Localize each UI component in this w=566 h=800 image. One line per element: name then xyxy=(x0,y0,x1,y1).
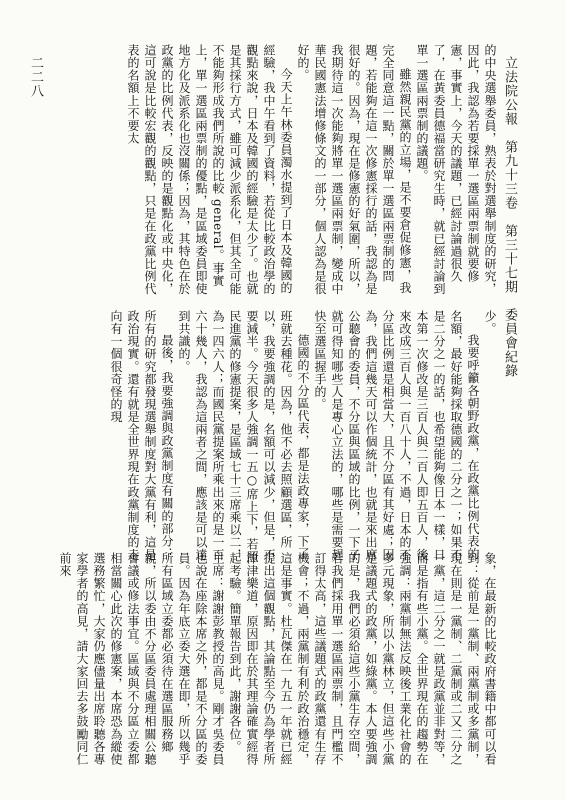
page-number: 二二八 xyxy=(28,56,43,98)
paragraph: 雖然親民黨的立場，是不要倉促修憲，我完全同意這一點，關於單一選區兩票制的問題，若能夠在這一次修憲採行的話，我認為是很好的。因為，現在是修憲的好氣圍，所以，我期待這一次能夠將單一選區兩票制，變成中華民國憲法增修條文的一部分，個人認為是很好的。 xyxy=(296,44,412,295)
text-band-middle xyxy=(18,310,498,572)
paragraph: 德國的不分區代表，都是法政專家，下了班就去種花。因為，他不必去照顧選區，所以，我要強調的是，名額可以減少，但是，不要減半。今天很多人強調一五○席上下，若照民進黨的修憲提案，是區域七十三席乘以二，為一四六人；而國民黨提案所乘出來的是一百六十幾人，我認為這兩者之間，應該是可以達到共識的。 xyxy=(177,310,310,563)
paragraph: 的中央選舉委員，熟表於對選舉制度的研究，因此，我認為若要採單一選區兩票制就要修憲，事實上，今天的議題，已經討論過很久了，在黃委員德福當研究生時，就已經討論到單一選區兩票制的議題。 xyxy=(415,44,497,295)
running-title: 立法院公報 第九十三卷 第三十七期 委員會紀錄 xyxy=(502,56,517,378)
paragraph: 我要呼籲各朝野政黨，在政黨比例代表的名額，最好能夠採取德國的二分之一；如果不是二分之一的話，也希望能夠像日本一樣，日本第一次修改是三百人與二百人即五百人，後來改成三百人與一百八十人，不過，日本的不分區比例還是相當大，且不分區有其好處；因為，我們這幾天可以作個統計，也就是來出席公聽會的委員，不分區與區域的比例，一下子就可得知哪些人是專心立法的，哪些是需要趕快至選區握手的。 xyxy=(313,310,480,561)
text-band-bottom xyxy=(18,552,498,772)
paragraph: 最後，我要強調與政黨制度有關的部分：所有的研究都發現選舉制度對大黨有利，這是政治現實。還有就是全世界現在政黨制度的走向有一個很奇怪的現 xyxy=(109,310,174,561)
paragraph: 今天上午林委員濁水提到了日本及韓國的經驗，我中午看到了資料，若從比較政治學的觀點來說，日本及韓國的經驗是太少了。也就是其採行方式，雖可減少派系化，但其全可能不能夠形成我們所說的比較 general。事實上，單一選區兩票制的優點，是區域委員即使地方化及派系化也沒關係；因為，其特色在於政黨的比例代表，反映的是觀點化或中央化，這可說是比較宏觀的觀點，只是在政黨比例代表的名額上不要太 xyxy=(126,44,293,295)
paragraph: 象，在最新的比較政府書籍中都可以看到：從前是一黨制、兩黨制或多黨制，現在則是一黨制、二黨制或二又二分之一黨，這二分之一就是政黨並非對等，而是指有些小黨。全世界現在的趨勢在強調：兩黨制無法反映後工業化社會的多元現象，所以小黨林立，但這些小黨是議題式的政黨，如綠黨。本人要強調的是，我們必須給這些小黨生存空間，若我們採用單一選區兩票制，且門檻不訂得太高，這些議題式的政黨還有生存機會；不過，兩黨制有利於政治穩定，這是事實。杜瓦傑在一九五一年就已經提出這個觀點，其論點至今仍為學者所津津樂道，原因即在於其理論確實經得起考驗。簡單報告到此，謝謝各位。 xyxy=(228,552,497,766)
paragraph: 主席：謝謝彭教授的高見。剛才吳委員也說在座除本席之外，都是不分區的委員。因為年底立委大選在即，所以幾乎所有區域立委都必須待在選區服務鄉親，所以委由不分區委員處理相關公聽會議或修法事宜。區域與不分區立委都相當關心此次的修憲案，本席恐為縱使選務繁忙，大家仍應儘量出席聆聽各專家學者的高見，請大家回去多鼓勵同仁前來 xyxy=(58,552,225,766)
text-band-top xyxy=(18,44,498,306)
paragraph: 少。 xyxy=(483,310,497,336)
